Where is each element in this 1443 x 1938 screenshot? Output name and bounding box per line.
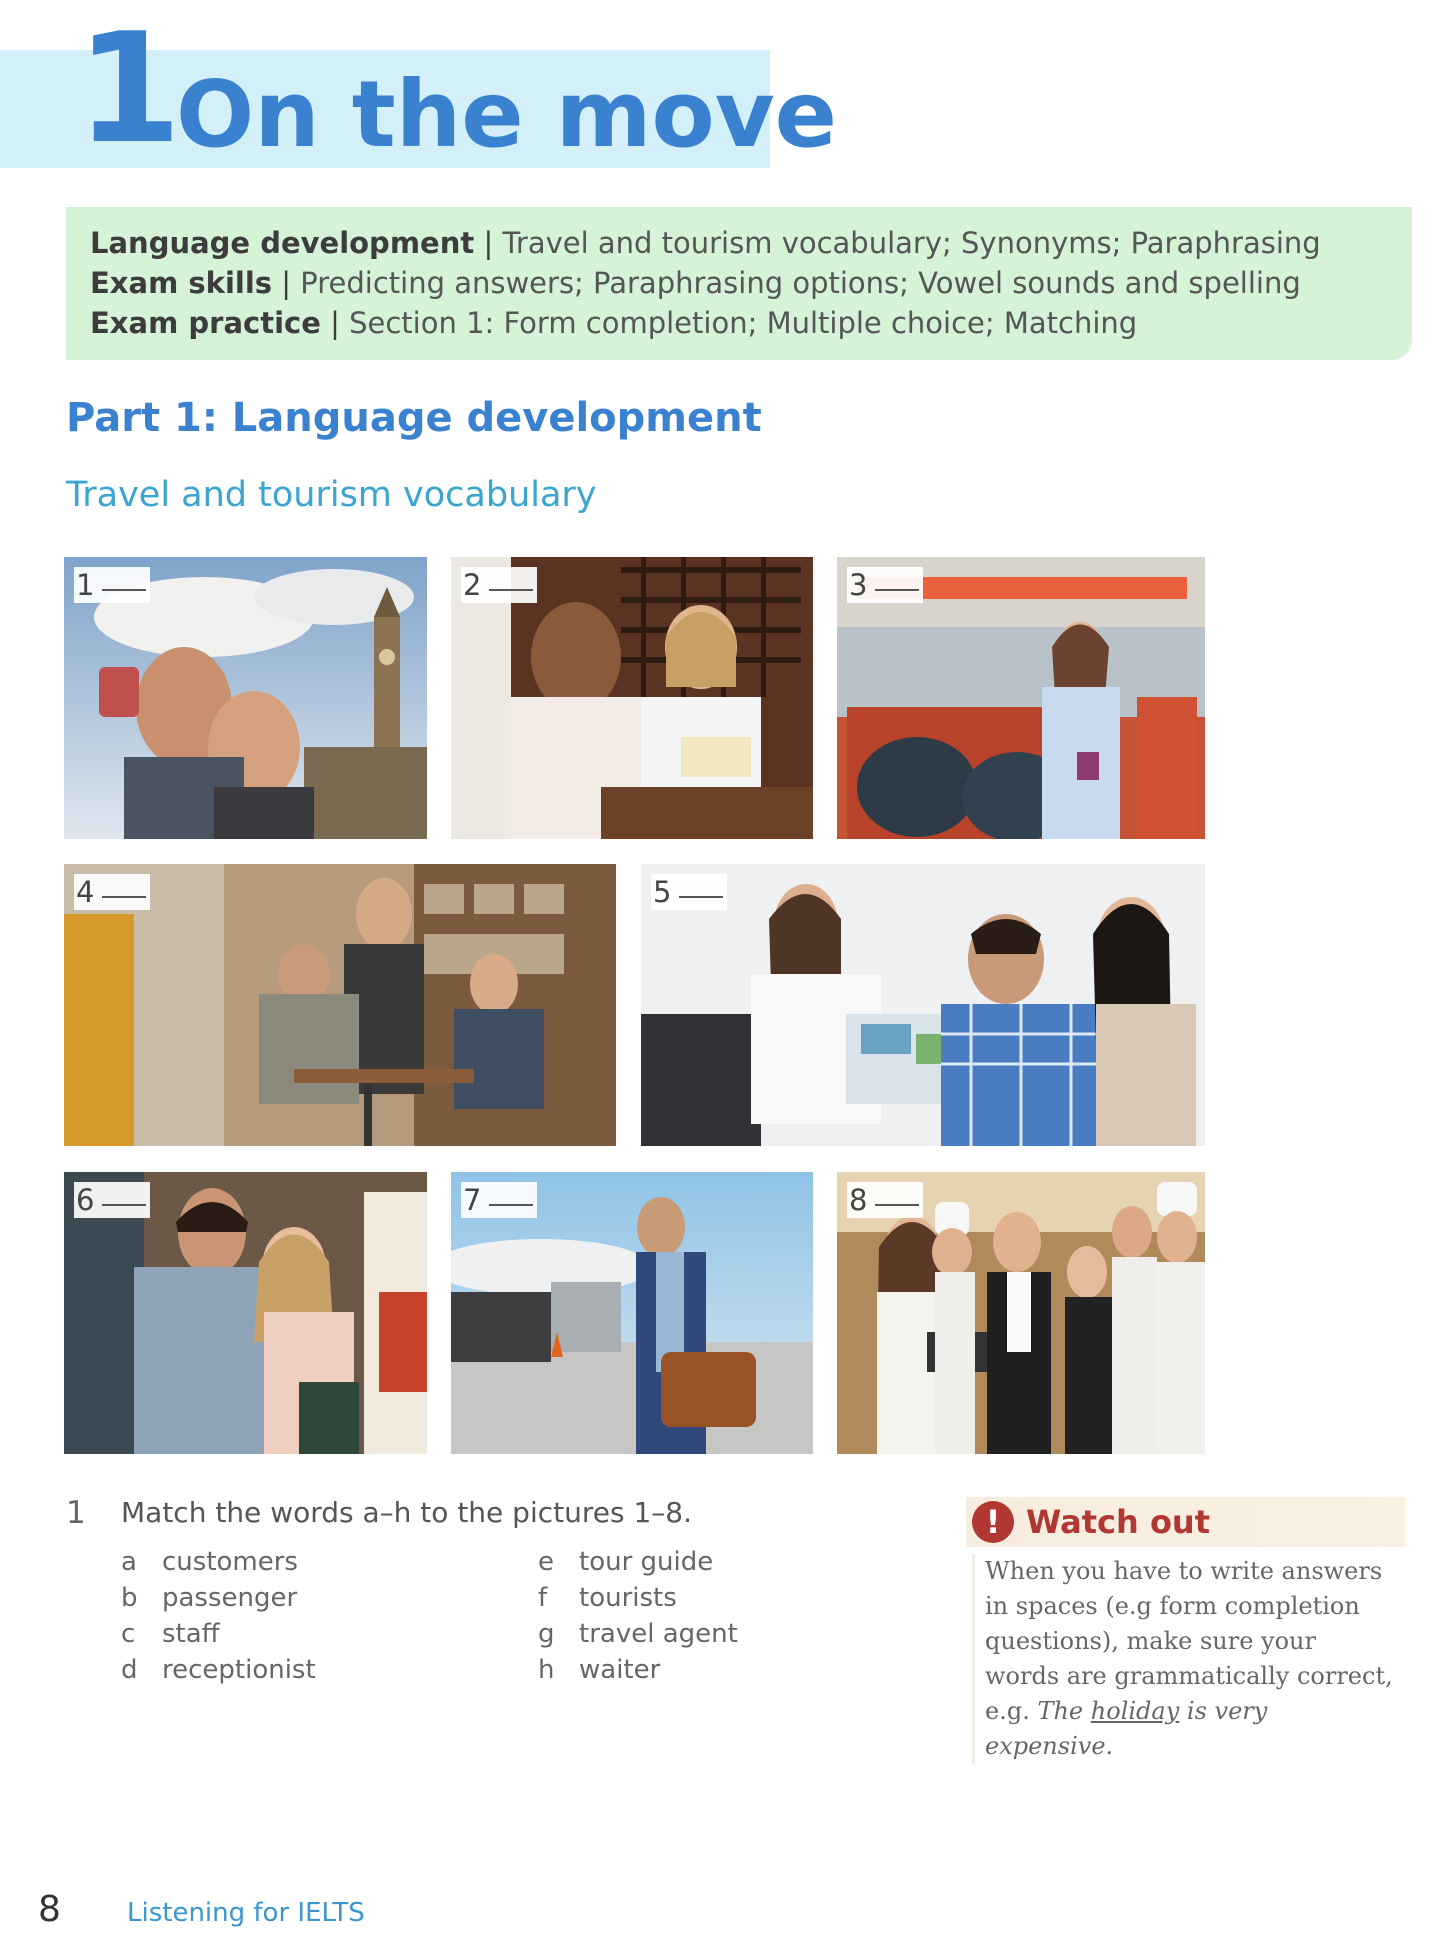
option-a [121,1545,298,1579]
exercise-instruction: Match the words a–h to the pictures 1–8. [121,1496,692,1529]
option-letter: g [538,1619,555,1649]
option-b [121,1581,297,1615]
picture-number: 8 [849,1183,868,1217]
option-letter: b [121,1583,138,1613]
watch-out-title: Watch out [1026,1503,1210,1541]
skills-summary-box [66,207,1412,360]
skills-text: Travel and tourism vocabulary; Synonyms; Paraphrasing [502,226,1321,260]
option-letter: e [538,1547,554,1577]
exercise-number: 1 [66,1495,86,1531]
option-letter: f [538,1583,548,1613]
answer-blank[interactable] [489,1204,533,1206]
skills-separator: | [330,306,340,340]
skills-separator: | [483,226,494,260]
page-number: 8 [38,1889,61,1930]
option-word: tour guide [579,1547,714,1577]
answer-blank[interactable] [102,1204,146,1206]
picture-number: 5 [653,875,672,909]
exclamation-icon: ! [972,1501,1014,1543]
picture-2 [451,557,813,839]
picture-4 [64,864,616,1146]
option-word: staff [162,1619,220,1649]
skills-label: Exam practice [90,306,321,340]
answer-blank[interactable] [875,1204,919,1206]
skills-line-exam-practice [90,303,1137,343]
section-heading: Travel and tourism vocabulary [66,475,597,515]
skills-separator: | [281,266,292,300]
chapter-number: 1 [76,0,176,177]
watch-out-example-prefix: The [1037,1697,1084,1725]
skills-label: Exam skills [90,266,273,300]
picture-8-label [847,1182,923,1218]
option-letter: a [121,1547,137,1577]
picture-3 [837,557,1205,839]
picture-1 [64,557,427,839]
picture-4-label [74,874,150,910]
picture-5 [641,864,1205,1146]
option-c [121,1617,220,1651]
watch-out-body [972,1554,1395,1764]
option-letter: h [538,1655,555,1685]
skills-line-language-development [90,223,1321,263]
book-title: Listening for IELTS [127,1898,365,1928]
skills-line-exam-skills [90,263,1301,303]
watch-out-header [966,1497,1405,1547]
option-word: passenger [162,1583,298,1613]
skills-text: Predicting answers; Paraphrasing options; Vowel sounds and spelling [300,266,1301,300]
watch-out-example-underlined: holiday [1090,1697,1180,1725]
picture-number: 4 [76,875,95,909]
picture-3-label [847,567,923,603]
option-f [538,1581,677,1615]
watch-out-example-suffix: is very expensive. [985,1697,1268,1760]
picture-number: 7 [463,1183,482,1217]
picture-5-label [651,874,727,910]
picture-6-label [74,1182,150,1218]
watch-out-text: When you have to write answers in spaces (e.g form completion questions), make sure your words are grammatically correct, e.g. [985,1557,1393,1725]
picture-number: 3 [849,568,868,602]
picture-1-label [74,567,150,603]
picture-7 [451,1172,813,1454]
picture-6 [64,1172,427,1454]
picture-2-label [461,567,537,603]
option-h [538,1653,660,1687]
answer-blank[interactable] [489,589,533,591]
picture-number: 6 [76,1183,95,1217]
part-heading: Part 1: Language development [66,395,762,441]
picture-number: 1 [76,568,95,602]
picture-8 [837,1172,1205,1454]
option-word: tourists [579,1583,677,1613]
answer-blank[interactable] [679,896,723,898]
answer-blank[interactable] [875,589,919,591]
option-g [538,1617,738,1651]
option-word: customers [162,1547,298,1577]
chapter-title: On the move [176,61,838,168]
picture-number: 2 [463,568,482,602]
skills-label: Language development [90,226,475,260]
option-d [121,1653,316,1687]
option-word: waiter [579,1655,661,1685]
answer-blank[interactable] [102,896,146,898]
option-word: travel agent [579,1619,738,1649]
answer-blank[interactable] [102,589,146,591]
option-letter: d [121,1655,138,1685]
option-letter: c [121,1619,136,1649]
skills-text: Section 1: Form completion; Multiple choice; Matching [349,306,1138,340]
option-e [538,1545,713,1579]
picture-7-label [461,1182,537,1218]
option-word: receptionist [162,1655,316,1685]
